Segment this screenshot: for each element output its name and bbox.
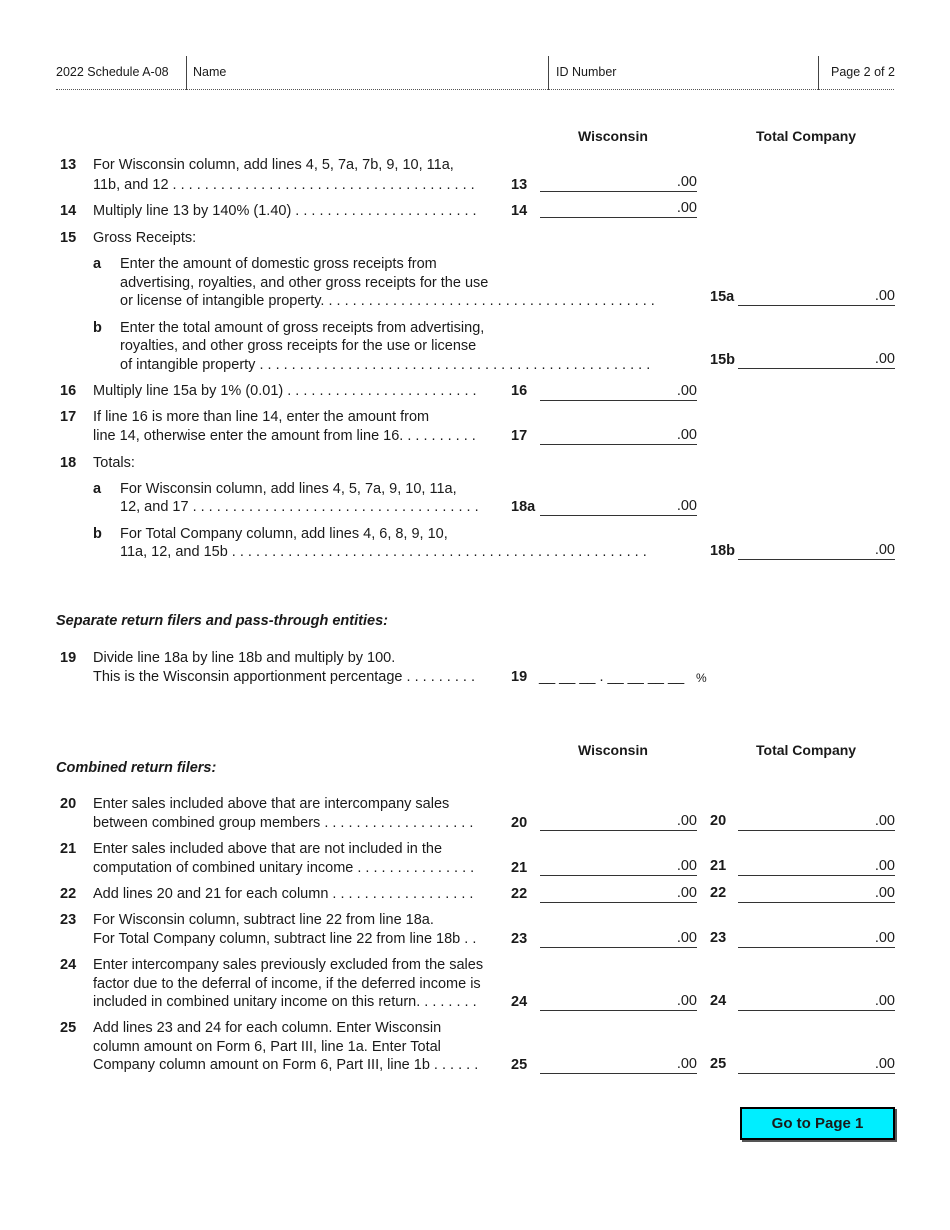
line-ref: 14: [511, 203, 528, 219]
line-13-text: For Wisconsin column, add lines 4, 5, 7a, 7b, 9, 10, 11a,: [93, 157, 454, 173]
line-25-text: column amount on Form 6, Part III, line 1a. Enter Total: [93, 1039, 441, 1055]
line-number: 21: [60, 841, 77, 857]
line-number: 14: [60, 203, 77, 219]
section-heading-separate: Separate return filers and pass-through entities:: [56, 613, 388, 629]
line-18-text: Totals:: [93, 455, 135, 471]
line-number: 22: [60, 886, 77, 902]
line-number: 25: [60, 1020, 77, 1036]
line-18b-text: For Total Company column, add lines 4, 6, 8, 9, 10,: [120, 526, 448, 542]
line-ref: 20: [710, 813, 727, 829]
section-heading-combined: Combined return filers:: [56, 760, 217, 776]
line-number: 13: [60, 157, 77, 173]
line-23-text: For Total Company column, subtract line 22 from line 18b . .: [93, 931, 477, 947]
line-23-text: For Wisconsin column, subtract line 22 from line 18a.: [93, 912, 434, 928]
line-15a-text: or license of intangible property. . . . . . . . . . . . . . . . . . . . . . . . . . . . . . . . . . . . . . . . . .: [120, 293, 655, 309]
line-20-wisconsin-amount[interactable]: .00: [540, 813, 697, 831]
line-letter: a: [93, 256, 102, 272]
line-20-total-amount[interactable]: .00: [738, 813, 895, 831]
page-indicator: Page 2 of 2: [831, 65, 895, 79]
line-ref: 19: [511, 669, 528, 685]
line-25-text: Add lines 23 and 24 for each column. Enter Wisconsin: [93, 1020, 442, 1036]
line-number: 24: [60, 957, 77, 973]
column-header-wisconsin: Wisconsin: [578, 128, 648, 144]
line-21-text: computation of combined unitary income . . . . . . . . . . . . . . .: [93, 860, 475, 876]
line-ref: 25: [710, 1056, 727, 1072]
line-22-total-amount[interactable]: .00: [738, 885, 895, 903]
line-14-wisconsin-amount[interactable]: .00: [540, 200, 697, 218]
line-number: 17: [60, 409, 77, 425]
line-21-text: Enter sales included above that are not included in the: [93, 841, 443, 857]
line-16-wisconsin-amount[interactable]: .00: [540, 383, 697, 401]
line-24-text: included in combined unitary income on this return. . . . . . . .: [93, 994, 477, 1010]
line-22-wisconsin-amount[interactable]: .00: [540, 885, 697, 903]
line-ref: 23: [511, 931, 528, 947]
line-ref: 17: [511, 428, 528, 444]
line-17-text: If line 16 is more than line 14, enter the amount from: [93, 409, 430, 425]
line-25-wisconsin-amount[interactable]: .00: [540, 1056, 697, 1074]
line-ref: 25: [511, 1057, 528, 1073]
line-number: 18: [60, 455, 77, 471]
header-divider: [186, 56, 187, 90]
line-ref: 18b: [710, 543, 735, 559]
line-18a-text: 12, and 17 . . . . . . . . . . . . . . . . . . . . . . . . . . . . . . . . . . . .: [120, 499, 479, 515]
line-15b-text: royalties, and other gross receipts for the use or license: [120, 338, 477, 354]
line-ref: 21: [710, 858, 727, 874]
line-ref: 21: [511, 860, 528, 876]
line-number: 23: [60, 912, 77, 928]
line-17-wisconsin-amount[interactable]: .00: [540, 427, 697, 445]
line-15a-text: advertising, royalties, and other gross receipts for the use: [120, 275, 489, 291]
id-number-field[interactable]: ID Number: [556, 65, 617, 79]
form-title: 2022 Schedule A-08: [56, 65, 169, 79]
line-13-wisconsin-amount[interactable]: .00: [540, 174, 697, 192]
line-number: 19: [60, 650, 77, 666]
column-header-total-company: Total Company: [756, 128, 857, 144]
line-25-text: Company column amount on Form 6, Part III, line 1b . . . . . .: [93, 1057, 479, 1073]
line-ref: 22: [710, 885, 727, 901]
line-20-text: Enter sales included above that are intercompany sales: [93, 796, 450, 812]
line-25-total-amount[interactable]: .00: [738, 1056, 895, 1074]
line-letter: a: [93, 481, 102, 497]
line-24-text: Enter intercompany sales previously excluded from the sales: [93, 957, 484, 973]
line-23-total-amount[interactable]: .00: [738, 930, 895, 948]
line-15-text: Gross Receipts:: [93, 230, 197, 246]
line-21-total-amount[interactable]: .00: [738, 858, 895, 876]
percent-sign: %: [696, 671, 707, 685]
line-ref: 15b: [710, 352, 735, 368]
name-field[interactable]: Name: [193, 65, 227, 79]
apportionment-percentage-field[interactable]: __ __ __ . __ __ __ __: [539, 669, 685, 685]
line-ref: 18a: [511, 499, 536, 515]
line-ref: 16: [511, 383, 528, 399]
line-ref: 22: [511, 886, 528, 902]
line-17-text: line 14, otherwise enter the amount from line 16. . . . . . . . . .: [93, 428, 476, 444]
line-15b-total-amount[interactable]: .00: [738, 351, 895, 369]
line-16-text: Multiply line 15a by 1% (0.01) . . . . . . . . . . . . . . . . . . . . . . . .: [93, 383, 477, 399]
line-ref: 15a: [710, 289, 735, 305]
line-number: 16: [60, 383, 77, 399]
line-13-text: 11b, and 12 . . . . . . . . . . . . . . . . . . . . . . . . . . . . . . . . . . . . . .: [93, 177, 475, 193]
line-letter: b: [93, 526, 102, 542]
line-ref: 24: [710, 993, 727, 1009]
header-bottom-rule: [56, 89, 894, 90]
header-divider: [548, 56, 549, 90]
column-header-total-company: Total Company: [756, 742, 857, 758]
line-18b-total-amount[interactable]: .00: [738, 542, 895, 560]
line-letter: b: [93, 320, 102, 336]
line-24-total-amount[interactable]: .00: [738, 993, 895, 1011]
line-ref: 13: [511, 177, 528, 193]
line-15a-text: Enter the amount of domestic gross receipts from: [120, 256, 437, 272]
line-ref: 23: [710, 930, 727, 946]
line-20-text: between combined group members . . . . . . . . . . . . . . . . . . .: [93, 815, 474, 831]
line-ref: 24: [511, 994, 528, 1010]
line-19-text: Divide line 18a by line 18b and multiply by 100.: [93, 650, 396, 666]
line-15a-total-amount[interactable]: .00: [738, 288, 895, 306]
line-18a-text: For Wisconsin column, add lines 4, 5, 7a, 9, 10, 11a,: [120, 481, 457, 497]
line-15b-text: Enter the total amount of gross receipts from advertising,: [120, 320, 485, 336]
header-divider: [818, 56, 819, 90]
line-24-wisconsin-amount[interactable]: .00: [540, 993, 697, 1011]
line-21-wisconsin-amount[interactable]: .00: [540, 858, 697, 876]
column-header-wisconsin: Wisconsin: [578, 742, 648, 758]
line-number: 20: [60, 796, 77, 812]
line-18b-text: 11a, 12, and 15b . . . . . . . . . . . . . . . . . . . . . . . . . . . . . . . . . . . . . . . . . . . . . . . . . . . .: [120, 544, 647, 560]
line-number: 15: [60, 230, 77, 246]
line-19-text: This is the Wisconsin apportionment percentage . . . . . . . . .: [93, 669, 476, 685]
line-14-text: Multiply line 13 by 140% (1.40) . . . . . . . . . . . . . . . . . . . . . . .: [93, 203, 477, 219]
line-ref: 20: [511, 815, 528, 831]
line-24-text: factor due to the deferral of income, if the deferred income is: [93, 976, 481, 992]
line-15b-text: of intangible property . . . . . . . . . . . . . . . . . . . . . . . . . . . . . . . . . . . . . . . . . . . . . . . . .: [120, 357, 651, 373]
line-23-wisconsin-amount[interactable]: .00: [540, 930, 697, 948]
line-18a-wisconsin-amount[interactable]: .00: [540, 498, 697, 516]
line-22-text: Add lines 20 and 21 for each column . . . . . . . . . . . . . . . . . .: [93, 886, 474, 902]
go-to-page-1-button[interactable]: Go to Page 1: [740, 1107, 895, 1140]
